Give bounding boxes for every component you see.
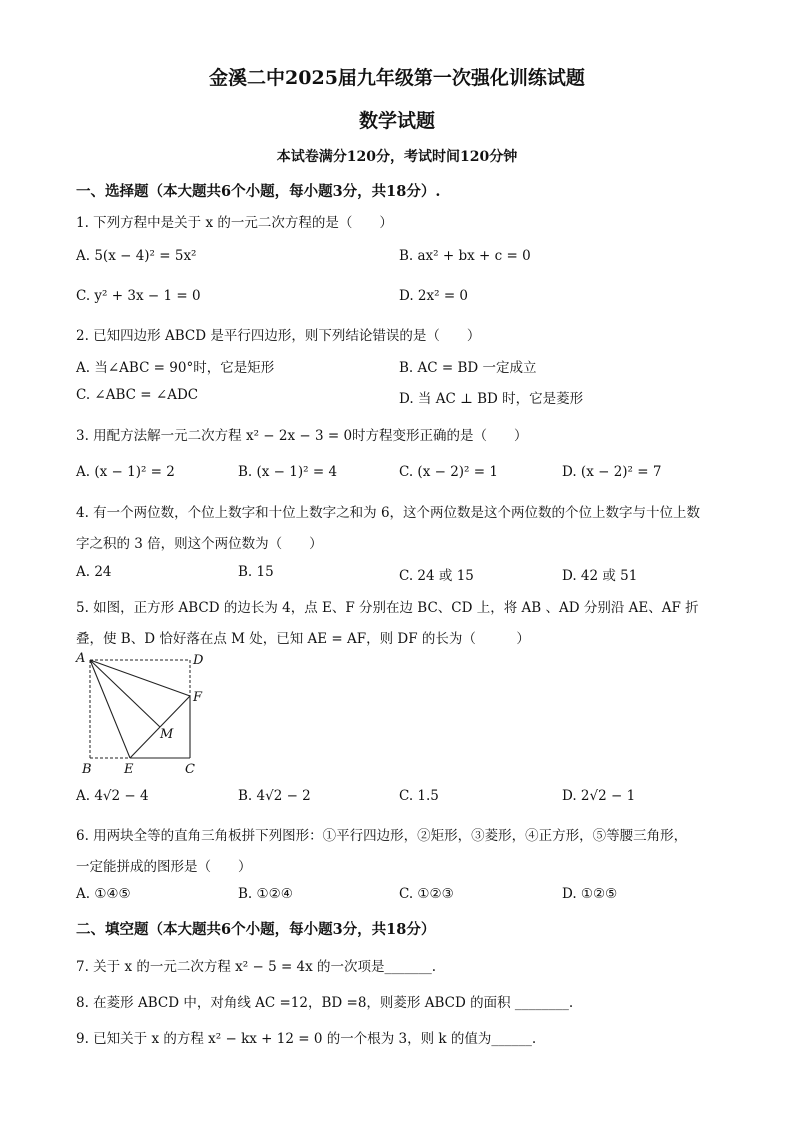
- label-c: C: [185, 762, 195, 776]
- q4-option-c: C. 24 或 15: [399, 568, 474, 584]
- q3-option-b: B. (x − 1)² = 4: [238, 464, 338, 480]
- fold-af: [90, 660, 190, 696]
- q2-stem: 2. 已知四边形 ABCD 是平行四边形，则下列结论错误的是（ ）: [76, 328, 481, 344]
- square-fold-figure: [72, 650, 212, 776]
- q5-stem-line1: 5. 如图，正方形 ABCD 的边长为 4，点 E、F 分别在边 BC、CD 上，将 AB 、AD 分别沿 AE、AF 折: [76, 600, 699, 616]
- section-2-heading: 二、填空题（本大题共6个小题，每小题3分，共18分）: [76, 921, 436, 938]
- label-m: M: [160, 727, 174, 742]
- q2-option-c: C. ∠ABC = ∠ADC: [76, 387, 199, 403]
- section-1-heading: 一、选择题（本大题共6个小题，每小题3分，共18分）.: [76, 183, 441, 200]
- label-e: E: [124, 762, 134, 776]
- q1-option-c: C. y² + 3x − 1 = 0: [76, 288, 201, 304]
- segment-em: [130, 727, 160, 758]
- q6-option-b: B. ①②④: [238, 886, 293, 902]
- q2-option-b: B. AC = BD 一定成立: [399, 360, 537, 376]
- q6-option-d: D. ①②⑤: [562, 886, 618, 902]
- segment-mf: [160, 696, 190, 727]
- q3-stem: 3. 用配方法解一元二次方程 x² − 2x − 3 = 0时方程变形正确的是（ ）: [76, 428, 528, 444]
- q1-option-a: A. 5(x − 4)² = 5x²: [76, 248, 197, 264]
- q4-stem-line1: 4. 有一个两位数，个位上数字和十位上数字之和为 6，这个两位数是这个两位数的个位上数字与十位上数: [76, 505, 701, 521]
- q3-option-a: A. (x − 1)² = 2: [76, 464, 175, 480]
- q6-stem-line2: 一定能拼成的图形是（ ）: [76, 859, 252, 875]
- label-f: F: [193, 690, 203, 705]
- subject-title: 数学试题: [358, 110, 435, 132]
- q6-option-a: A. ①④⑤: [76, 886, 131, 902]
- exam-note: 本试卷满分120分，考试时间120分钟: [276, 149, 518, 165]
- label-a: A: [76, 651, 86, 666]
- q1-option-b: B. ax² + bx + c = 0: [399, 248, 531, 264]
- segment-am: [90, 660, 160, 727]
- q2-option-d: D. 当 AC ⊥ BD 时，它是菱形: [399, 391, 584, 407]
- exam-title: 金溪二中2025届九年级第一次强化训练试题: [209, 67, 585, 89]
- q3-option-d: D. (x − 2)² = 7: [562, 464, 662, 480]
- q4-stem-line2: 字之积的 3 倍，则这个两位数为（ ）: [76, 536, 323, 552]
- q2-option-a: A. 当∠ABC = 90°时，它是矩形: [76, 360, 275, 376]
- q5-option-c: C. 1.5: [399, 788, 439, 804]
- q6-option-c: C. ①②③: [399, 886, 454, 902]
- q4-option-a: A. 24: [76, 564, 112, 580]
- q5-stem-line2: 叠，使 B、D 恰好落在点 M 处，已知 AE = AF，则 DF 的长为（ ）: [76, 631, 530, 647]
- label-b: B: [82, 762, 92, 776]
- q1-option-d: D. 2x² = 0: [399, 288, 469, 304]
- q5-option-a: A. 4√2 − 4: [76, 788, 149, 804]
- label-d: D: [193, 653, 204, 668]
- q5-option-b: B. 4√2 − 2: [238, 788, 311, 804]
- q1-stem: 1. 下列方程中是关于 x 的一元二次方程的是（ ）: [76, 215, 393, 231]
- q6-stem-line1: 6. 用两块全等的直角三角板拼下列图形：①平行四边形，②矩形，③菱形，④正方形，⑤等腰三角形，: [76, 828, 688, 844]
- q8-stem: 8. 在菱形 ABCD 中，对角线 AC =12，BD =8，则菱形 ABCD 的面积 ________.: [76, 995, 574, 1011]
- q7-stem: 7. 关于 x 的一元二次方程 x² − 5 = 4x 的一次项是_______.: [76, 959, 437, 975]
- q5-option-d: D. 2√2 − 1: [562, 788, 636, 804]
- q4-option-d: D. 42 或 51: [562, 568, 638, 584]
- fold-ae: [90, 660, 130, 758]
- q4-option-b: B. 15: [238, 564, 274, 580]
- q3-option-c: C. (x − 2)² = 1: [399, 464, 498, 480]
- q9-stem: 9. 已知关于 x 的方程 x² − kx + 12 = 0 的一个根为 3，则 k 的值为______.: [76, 1031, 537, 1047]
